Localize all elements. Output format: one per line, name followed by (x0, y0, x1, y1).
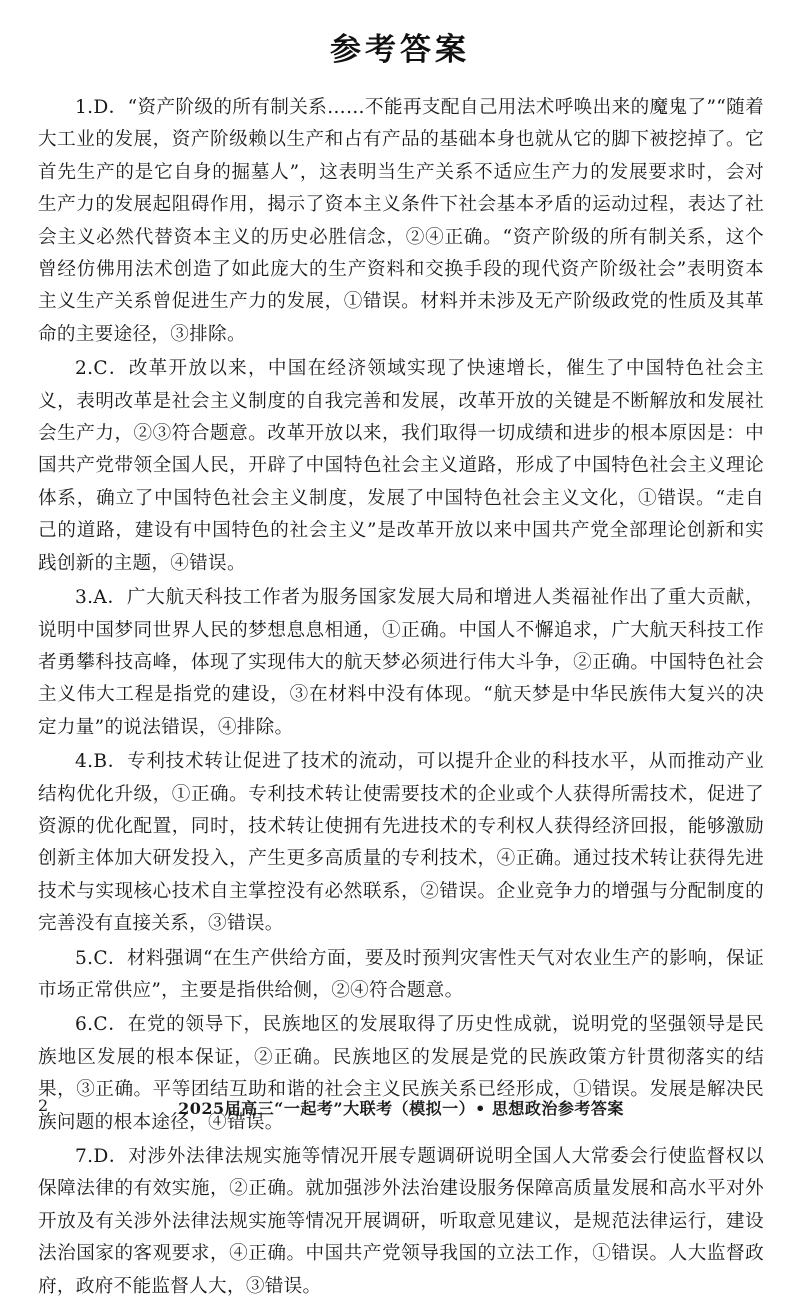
answer-3: 3.A．广大航天科技工作者为服务国家发展大局和增进人类福祉作出了重大贡献，说明中国梦同世界人民的梦想息息相通，①正确。中国人不懈追求，广大航天科技工作者勇攀科技高峰，体现了实现伟大的航天梦必须进行伟大斗争，②正确。中国特色社会主义伟大工程是指党的建设，③在材料中没有体现。“航天梦是中华民族伟大复兴的决定力量”的说法错误，④排除。 (38, 587, 764, 738)
answer-list (38, 92, 764, 1305)
answer-6: 6.C．在党的领导下，民族地区的发展取得了历史性成就，说明党的坚强领导是民族地区发展的根本保证，②正确。民族地区的发展是党的民族政策方针贯彻落实的结果，③正确。平等团结互助和谐的社会主义民族关系已经形成，①错误。发展是解决民族问题的根本途径，④错误。 (38, 1014, 764, 1133)
page-footer (38, 1096, 764, 1120)
answer-2: 2.C．改革开放以来，中国在经济领域实现了快速增长，催生了中国特色社会主义，表明改革是社会主义制度的自我完善和发展，改革开放的关键是不断解放和发展社会生产力，②③符合题意。改革开放以来，我们取得一切成绩和进步的根本原因是：中国共产党带领全国人民，开辟了中国特色社会主义道路，形成了中国特色社会主义理论体系，确立了中国特色社会主义制度，发展了中国特色社会主义文化，①错误。“走自己的道路，建设有中国特色的社会主义”是改革开放以来中国共产党全部理论创新和实践创新的主题，④错误。 (38, 358, 764, 574)
answer-7: 7.D．对涉外法律法规实施等情况开展专题调研说明全国人大常委会行使监督权以保障法律的有效实施，②正确。就加强涉外法治建设服务保障高质量发展和高水平对外开放及有关涉外法律法规实施等情况开展调研，听取意见建议，是规范法律运行，建设法治国家的客观要求，④正确。中国共产党领导我国的立法工作，①错误。人大监督政府，政府不能监督人大，③错误。 (38, 1146, 764, 1297)
footer-title: 2025届高三“一起考”大联考（模拟一）• 思想政治参考答案 (178, 1099, 624, 1118)
page-number: 2 (38, 1096, 49, 1115)
answer-1: 1.D．“资产阶级的所有制关系……不能再支配自己用法术呼唤出来的魔鬼了”“随着大工业的发展，资产阶级赖以生产和占有产品的基础本身也就从它的脚下被挖掉了。它首先生产的是它自身的掘墓人”，这表明当生产关系不适应生产力的发展要求时，会对生产力的发展起阻碍作用，揭示了资本主义条件下社会基本矛盾的运动过程，表达了社会主义必然代替资本主义的历史必胜信念，②④正确。“资产阶级的所有制关系，这个曾经仿佛用法术创造了如此庞大的生产资料和交换手段的现代资产阶级社会”表明资本主义生产关系曾促进生产力的发展，①错误。材料并未涉及无产阶级政党的性质及其革命的主要途径，③排除。 (38, 97, 764, 345)
answer-5: 5.C．材料强调“在生产供给方面，要及时预判灾害性天气对农业生产的影响，保证市场正常供应”，主要是指供给侧，②④符合题意。 (38, 947, 764, 1001)
answer-4: 4.B．专利技术转让促进了技术的流动，可以提升企业的科技水平，从而推动产业结构优化升级，①正确。专利技术转让使需要技术的企业或个人获得所需技术，促进了资源的优化配置，同时，技术转让使拥有先进技术的专利权人获得经济回报，能够激励创新主体加大研发投入，产生更多高质量的专利技术，④正确。通过技术转让获得先进技术与实现核心技术自主掌控没有必然联系，②错误。企业竞争力的增强与分配制度的完善没有直接关系，③错误。 (38, 751, 764, 935)
page-title: 参考答案 (330, 32, 470, 68)
